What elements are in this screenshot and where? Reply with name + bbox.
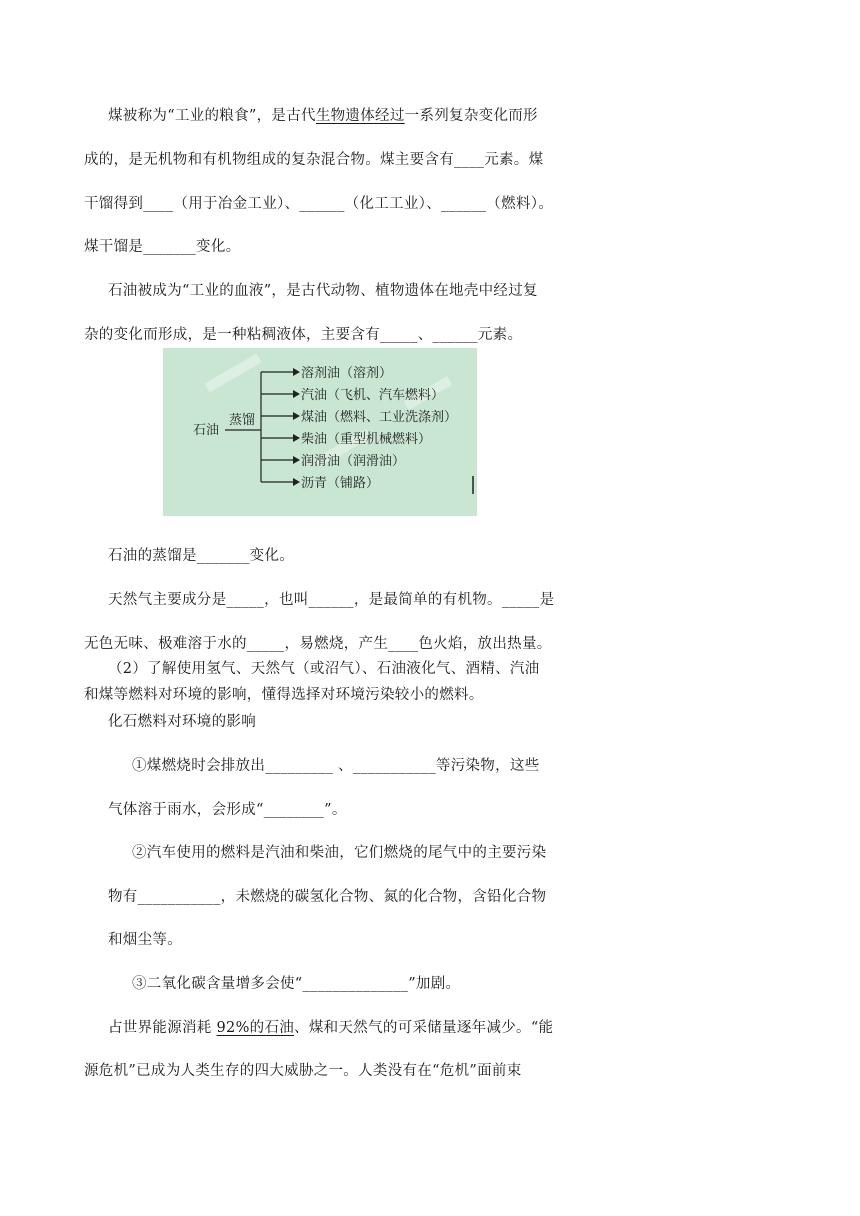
branch-arrows xyxy=(261,368,300,486)
paragraph-requirement-line-1: （2）了解使用氢气、天然气（或沼气）、石油液化气、酒精、汽油 xyxy=(108,661,540,677)
arrow xyxy=(261,456,300,464)
paragraph-energy-line-1: 占世界能源消耗 92%的石油、煤和天然气的可采储量逐年减少。“能 xyxy=(108,1020,554,1036)
paragraph-gas-line-2: 无色无味、极难溶于水的_____，易燃烧，产生____色火焰，放出热量。 xyxy=(84,636,552,652)
paragraph-coal-line-2: 成的，是无机物和有机物组成的复杂混合物。煤主要含有____元素。煤 xyxy=(84,152,544,168)
paragraph-coal-line-1: 煤被称为“工业的粮食”，是古代生物遗体经过一系列复杂变化而形 xyxy=(108,108,538,124)
arrow xyxy=(261,412,300,420)
item-2-line-1: ②汽车使用的燃料是汽油和柴油，它们燃烧的尾气中的主要污染 xyxy=(132,845,547,861)
arrow xyxy=(261,434,300,442)
arrow xyxy=(261,478,300,486)
item-2-line-2: 物有___________，未燃烧的碳氢化合物、氮的化合物，含铅化合物 xyxy=(108,889,547,905)
underlined-phrase: 生物遗体经过 xyxy=(315,108,405,124)
section-heading: 化石燃料对环境的影响 xyxy=(108,714,256,730)
item-1-line-2: 气体溶于雨水，会形成“________”。 xyxy=(108,802,347,818)
product-label: 柴油（重型机械燃料） xyxy=(301,432,432,447)
product-label: 汽油（飞机、汽车燃料） xyxy=(301,388,445,403)
product-label: 沥青（铺路） xyxy=(301,476,380,491)
item-3: ③二氧化碳含量增多会使“______________”加剧。 xyxy=(132,976,461,992)
product-label: 溶剂油（溶剂） xyxy=(301,366,393,381)
distillation-svg xyxy=(163,348,477,516)
product-label: 煤油（燃料、工业洗涤剂） xyxy=(301,410,458,425)
paragraph-gas-line-1: 天然气主要成分是_____，也叫______，是最简单的有机物。_____是 xyxy=(108,592,555,608)
paragraph-requirement-line-2: 和煤等燃料对环境的影响，懂得选择对环境污染较小的燃料。 xyxy=(84,687,484,703)
arrow xyxy=(261,368,300,376)
arrow xyxy=(261,390,300,398)
paragraph-distillation: 石油的蒸馏是_______变化。 xyxy=(108,548,295,564)
paragraph-coal-line-3: 干馏得到____（用于冶金工业）、______（化工工业）、______（燃料）。 xyxy=(84,196,554,212)
root-label: 石油 xyxy=(193,423,220,438)
product-label: 润滑油（润滑油） xyxy=(301,454,406,469)
process-label: 蒸馏 xyxy=(229,413,256,428)
item-2-line-3: 和烟尘等。 xyxy=(108,932,182,948)
underlined-phrase: 92%的石油 xyxy=(216,1020,295,1036)
oil-distillation-diagram xyxy=(163,348,477,516)
paragraph-oil-line-1: 石油被成为“工业的血液”，是古代动物、植物遗体在地壳中经过复 xyxy=(108,283,538,299)
paragraph-oil-line-2: 杂的变化而形成，是一种粘稠液体，主要含有_____、______元素。 xyxy=(84,327,523,343)
item-1-line-1: ①煤燃烧时会排放出_________ 、___________等污染物，这些 xyxy=(132,758,540,774)
paragraph-energy-line-2: 源危机”已成为人类生存的四大威胁之一。人类没有在“危机”面前束 xyxy=(84,1063,522,1079)
paragraph-coal-line-4: 煤干馏是_______变化。 xyxy=(84,239,241,255)
